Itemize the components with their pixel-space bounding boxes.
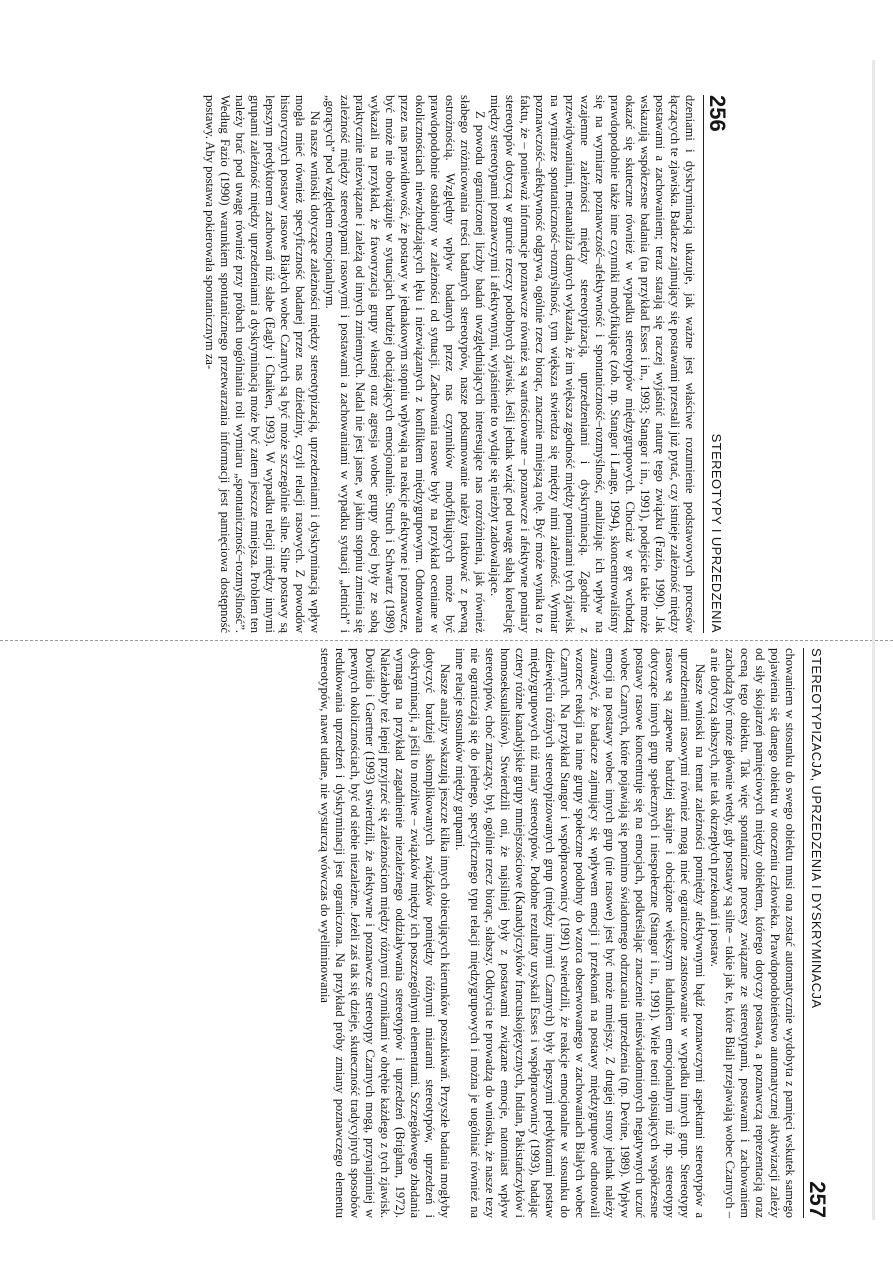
paragraph: dzeniami i dyskryminacją ukazuje, jak ważne jest właściwe rozumienie podstawowych procesów łączących te zjawiska. Badacze zajmujący się postawami przestali już pytać, czy istnieje zależność między postawami a zachowaniem; teraz starają się raczej wyjaśnić naturę tego związku (Fazio, 1990). Jak wskazują współczesne badania (na przykład Esses i in., 1993; Stangor i in., 1991), podejście takie może okazać się skuteczne również w wypadku stereotypów międzygrupowych. Chociaż w grę wchodzą prawdopodobnie także inne czynniki modyfikujące (zob. np. Stangor i Lange, 1994), skoncentrowaliśmy się na wymiarze poznawczość–afektywność i spontaniczność–rozmyślność, analizując ich wpływ na wzajemne zależności między stereotypizacją, uprzedzeniami i dyskryminacją. Zgodnie z przewidywaniami, metaanaliza danych wykazała, że im większa zgodność między pomiarami tych zjawisk na wymiarze spontaniczność–rozmyślność, tym większa stwierdza się między nimi zależność. Wymiar poznawczość–afektywność odgrywa, ogólnie rzecz biorąc, znacznie mniejszą rolę. Być może wynika to z faktu, że – ponieważ informacje poznawcze również są wartościowane – poznawcze i afektywne pomiary stereotypów dotyczą w gruncie rzeczy podobnych zjawisk. Jeśli jednak wziąć pod uwagę słabą korelację między stereotypami poznawczymi i afektywnymi, wyjaśnienie to wydaje się niezbyt zadowalające.	[488, 95, 697, 633]
running-head: STEREOTYPY I UPRZEDZENIA	[709, 433, 724, 633]
page-257	[290, 648, 830, 1218]
page-body	[317, 648, 803, 1218]
page-header	[703, 95, 730, 633]
paragraph: Nasze analizy wskazują jeszcze kilka innych obiecujących kierunków poszukiwań. Przyszłe badania mogłyby dotyczyć bardziej skomplikowanych związków pomiędzy różnymi miarami stereotypów, uprzedzeń i dyskryminacji, a jeśli to możliwe – związków między ich poszczególnymi elementami. Szczegółowego zbadania wymaga na przykład zagadnienie niezależnego oddziaływania stereotypów i uprzedzeń (Brigham, 1972). Należałoby też lepiej przyjrzeć się zależnościom między różnymi czynnikami w obrębie każdego z tych zjawisk. Dovidio i Gaertner (1993) stwierdzili, że afektywne i poznawcze stereotypy Czarnych mogą, przynajmniej w pewnych okolicznościach, być od siebie niezależne. Jeżeli zaś tak się dzieje, skuteczność tradycyjnych sposobów redukowania uprzedzeń i dyskryminacji jest ograniczona. Na przykład próby zmiany poznawczego elementu stereotypów, nawet udane, nie wystarczą wówczas do wyeliminowania	[318, 648, 452, 1218]
running-head: STEREOTYPIZACJA, UPRZEDZENIA I DYSKRYMINACJA	[809, 648, 824, 1009]
page-256	[203, 95, 730, 633]
page-256-content	[203, 95, 730, 633]
paragraph: Nasze wnioski na temat zależności pomiędzy afektywnymi bądź poznawczymi aspektami stereotypów a uprzedzeniami rasowymi również mogą mieć ograniczone zastosowanie w wypadku innych grup. Stereotypy rasowe są zapewne bardziej skrajne i obciążone większym ładunkiem emocjonalnym niż np. stereotypy dotyczące innych grup społecznych i niespołeczne (Stangor i in., 1991). Wiele teorii opisujących współczesne postawy rasowe koncentruje się na emocjach, podkreślając znaczenie nieuświadomionych negatywnych uczuć wobec Czarnych, które pojawiają się pomimo świadomego odrzucania uprzedzenia (np. Devine, 1989). Wpływ emocji na postawy wobec innych grup (nie rasowe) jest być może mniejszy. Z drugiej strony jednak należy zauważyć, że badacze zajmujący się wpływem emocji i przekonań na postawy międzygrupowe odnotowali wzorzec reakcji na inne grupy społeczne podobny do wzorca obserwowanego w zachowaniach Białych wobec Czarnych. Na przykład Stangor i współpracownicy (1991) stwierdzili, że reakcje emocjonalne w stosunku do dziewięciu różnych stereotypizowanych grup (między innymi Czarnych) były lepszymi predyktorami postaw międzygrupowych niż miary stereotypów. Podobne rezultaty uzyskali Esses i współpracownicy (1993), badając cztery różne kanadyjskie grupy mniejszościowe (Kanadyjczyków francuskojęzycznych, Indian, Pakistańczyków i homoseksualistów). Stwierdzili oni, że najsilniej były z postawami związane emocje, natomiast wpływ stereotypów, choć znaczący, był, ogólnie rzecz biorąc, słabszy. Odkrycia te prowadzą do wniosku, że nasze tezy nie ograniczają się do jednego, specyficznego typu relacji międzygrupowych i można je uogólniać również na inne relacje stosunków między grupami.	[453, 648, 707, 1218]
page-number: 257	[805, 1181, 830, 1218]
page-257-content	[290, 648, 830, 1218]
page-edge-shadow	[872, 60, 875, 1220]
paragraph: Na nasze wnioski dotyczące zależności między stereotypizacją, uprzedzeniami i dyskryminacją wpływ mogła mieć również specyficzność badanej przez nas dziedziny, czyli relacji rasowych. Z powodów historycznych postawy rasowe Białych wobec Czarnych są być może szczególnie silne. Silne postawy są lepszym predyktorem zachowań niż słabe (Eagly i Chaiken, 1993). W wypadku relacji między innymi grupami zależność między uprzedzeniami a dyskryminacją może być zatem jeszcze mniejsza. Problem ten należy brać pod uwagę również przy próbach uogólniania roli wymiaru „spontaniczność–rozmyślność”. Według Fazio (1990) warunkiem spontanicznego przetwarzania informacji jest pamięciowa dostępność postawy. Aby postawa pokierowała spontanicznym za-	[203, 95, 322, 633]
paragraph: chowaniem w stosunku do swego obiektu musi ona zostać automatycznie wydobyta z pamięci wskutek samego pojawienia się danego obiektu w otoczeniu człowieka. Prawdopodobieństwo automatycznej aktywizacji zależy od siły skojarzeń pamięciowych między obiektem, którego dotyczy postawa, a poznawczą reprezentacją oraz oceną tego obiektu. Tak więc spontaniczne procesy związane ze stereotypami, postawami i zachowaniem zachodzą być może głównie wtedy, gdy postawy są silne – takie jak te, które Biali przejawiają wobec Czarnych – a nie dotyczą słabszych, nie tak okrzepłych przekonań i postaw.	[708, 648, 797, 1218]
gutter-line	[0, 640, 893, 641]
paragraph: Z powodu ograniczonej liczby badań uwzględniających interesujące nas rozróżnienia, jak również słabego zróżnicowania treści badanych stereotypów, nasze podsumowanie należy traktować z pewną ostrożnością. Względny wpływ badanych przez nas czynników modyfikujących może być prawdopodobnie ostabiony w zależności od sytuacji. Zachowania rasowe były na przykład oceniane w okolicznościach niewzbudzających lęku i niezwiązanych z konfliktem międzygrupowym. Odnotowana przez nas prawidłowość, że postawy w jednakowym stopniu wpływają na reakcje afektywne i poznawcze, być może nie obowiązuje w sytuacjach bardziej obciążających emocjonalnie. Struch i Schwartz (1989) wykazali na przykład, że faworyzacja grupy własnej oraz agresja wobec grupy obcej były ze sobą praktycznie niezwiązane i zależą od innych zmiennych. Nadal nie jest jasne, w jakim stopniu zmienia się zależność między stereotypami rasowymi i postawami a zachowaniami w wypadku sytuacji „letnich” i „gorących” pod względem emocjonalnym.	[323, 95, 487, 633]
page-header	[803, 648, 830, 1218]
page-body	[202, 95, 703, 633]
page-number: 256	[705, 95, 730, 132]
